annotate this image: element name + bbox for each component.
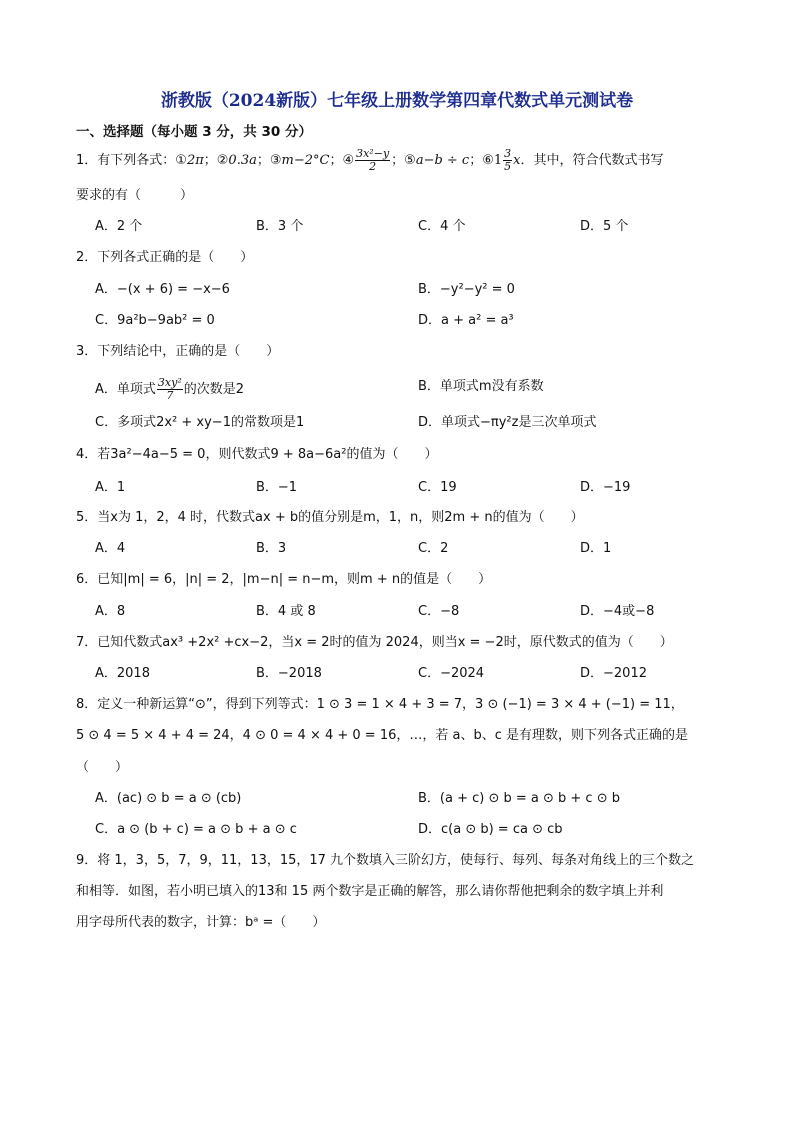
- q1-option-c[interactable]: C．4 个: [418, 219, 466, 234]
- q1-expr-4-fraction: [355, 148, 390, 173]
- q7-option-b[interactable]: B．−2018: [256, 666, 322, 681]
- q1-sep: ；⑤: [391, 153, 416, 168]
- q5-option-d[interactable]: D．1: [580, 541, 612, 556]
- q3-option-d[interactable]: D．单项式−πy²z是三次单项式: [418, 415, 597, 430]
- q1-text: ．其中，符合代数式书写: [520, 153, 664, 168]
- fraction-numerator: 3x²−y: [356, 147, 390, 160]
- section-heading: 一、选择题（每小题 3 分，共 30 分）: [76, 124, 312, 140]
- q1-expr-5: a−b ÷ c: [415, 153, 470, 168]
- q1-expr-6-fraction: [503, 148, 512, 173]
- q7-option-a[interactable]: A．2018: [95, 666, 150, 681]
- question-1-stem-cont: 要求的有（ ）: [76, 188, 194, 203]
- q1-option-a[interactable]: A．2 个: [95, 219, 143, 234]
- q6-option-c[interactable]: C．−8: [418, 604, 460, 619]
- q1-expr-1: 2π: [186, 153, 204, 168]
- q1-expr-6-int: 1: [493, 153, 503, 168]
- q1-sep: ；②: [203, 153, 229, 168]
- fraction-denominator: 5: [504, 160, 512, 173]
- question-8-stem: 8．定义一种新运算“⊙”，得到下列等式：1 ⊙ 3 = 1 × 4 + 3 = 7，3 ⊙ (−1) = 3 × 4 + (−1) = 11，: [76, 697, 684, 712]
- fraction-denominator: 2: [369, 160, 377, 173]
- q3-option-a[interactable]: [95, 377, 244, 402]
- q4-option-b[interactable]: B．−1: [256, 480, 298, 495]
- question-1-stem: [76, 148, 664, 173]
- q4-option-c[interactable]: C．19: [418, 480, 457, 495]
- q4-option-d[interactable]: D．−19: [580, 480, 631, 495]
- q5-option-b[interactable]: B．3: [256, 541, 287, 556]
- fraction-numerator: 3xy²: [157, 376, 182, 389]
- q2-option-b[interactable]: B．−y²−y² = 0: [418, 282, 515, 297]
- question-8-stem-cont: 5 ⊙ 4 = 5 × 4 + 4 = 24，4 ⊙ 0 = 4 × 4 + 0 = 16，…，若 a、b、c 是有理数，则下列各式正确的是: [76, 728, 688, 743]
- q1-expr-6-var: x: [513, 153, 521, 168]
- question-9-stem: 9．将 1，3，5，7，9，11，13，15，17 九个数填入三阶幻方，使每行、每列、每条对角线上的三个数之: [76, 853, 695, 868]
- q1-sep: ；③: [256, 153, 282, 168]
- fraction-numerator: 3: [504, 147, 512, 160]
- fraction-denominator: 7: [166, 389, 174, 402]
- question-3-stem: 3．下列结论中，正确的是（ ）: [76, 344, 280, 359]
- q3-a-fraction: [157, 377, 183, 402]
- q1-option-d[interactable]: D．5 个: [580, 219, 629, 234]
- q2-option-a[interactable]: A．−(x + 6) = −x−6: [95, 282, 230, 297]
- q7-option-c[interactable]: C．−2024: [418, 666, 485, 681]
- q8-option-c[interactable]: C．a ⊙ (b + c) = a ⊙ b + a ⊙ c: [95, 822, 297, 837]
- q3-option-b[interactable]: B．单项式m没有系数: [418, 379, 544, 394]
- q1-expr-3: m−2°C: [281, 153, 330, 168]
- q8-option-a[interactable]: A．(ac) ⊙ b = a ⊙ (cb): [95, 791, 242, 806]
- q6-option-d[interactable]: D．−4或−8: [580, 604, 655, 619]
- q7-option-d[interactable]: D．−2012: [580, 666, 647, 681]
- q3-option-c[interactable]: C．多项式2x² + xy−1的常数项是1: [95, 415, 305, 430]
- question-5-stem: 5．当x为 1，2，4 时，代数式ax + b的值分别是m，1，n，则2m + n的值为（ ）: [76, 510, 584, 525]
- question-4-stem: 4．若3a²−4a−5 = 0，则代数式9 + 8a−6a²的值为（ ）: [76, 447, 438, 462]
- q4-option-a[interactable]: A．1: [95, 480, 126, 495]
- q5-option-a[interactable]: A．4: [95, 541, 126, 556]
- q6-option-a[interactable]: A．8: [95, 604, 126, 619]
- q8-option-d[interactable]: D．c(a ⊙ b) = ca ⊙ cb: [418, 822, 563, 837]
- q3-a-text: A．单项式: [95, 382, 156, 397]
- q1-option-b[interactable]: B．3 个: [256, 219, 304, 234]
- q2-option-c[interactable]: C．9a²b−9ab² = 0: [95, 313, 215, 328]
- question-9-stem-cont: 和相等．如图，若小明已填入的13和 15 两个数字是正确的解答，那么请你帮他把剩余的数字填上并利: [76, 884, 664, 899]
- q1-sep: ；⑥: [469, 153, 494, 168]
- question-8-answer-blank: （ ）: [76, 760, 129, 775]
- q2-option-d[interactable]: D．a + a² = a³: [418, 313, 514, 328]
- q3-a-text: 的次数是2: [183, 382, 245, 397]
- question-9-stem-cont-2: 用字母所代表的数字，计算：bᵃ =（ ）: [76, 915, 326, 930]
- q6-option-b[interactable]: B．4 或 8: [256, 604, 316, 619]
- page-title: 浙教版（2024新版）七年级上册数学第四章代数式单元测试卷: [160, 91, 634, 111]
- question-2-stem: 2．下列各式正确的是（ ）: [76, 250, 254, 265]
- q1-text: 1．有下列各式：①: [76, 153, 187, 168]
- q1-expr-2: 0.3a: [228, 153, 257, 168]
- question-6-stem: 6．已知|m| = 6，|n| = 2，|m−n| = n−m，则m + n的值是（ ）: [76, 572, 492, 587]
- q5-option-c[interactable]: C．2: [418, 541, 449, 556]
- q8-option-b[interactable]: B．(a + c) ⊙ b = a ⊙ b + c ⊙ b: [418, 791, 620, 806]
- q1-sep: ；④: [329, 153, 355, 168]
- question-7-stem: 7．已知代数式ax³ +2x² +cx−2，当x = 2时的值为 2024，则当x = −2时，原代数式的值为（ ）: [76, 635, 673, 650]
